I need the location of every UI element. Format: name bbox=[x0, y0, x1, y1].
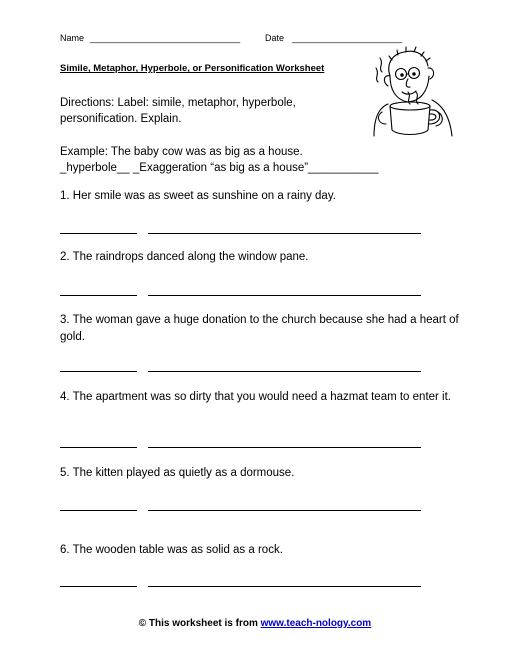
question-1-explain-blank[interactable] bbox=[148, 233, 421, 234]
question-5-text: 5. The kitten played as quietly as a dormouse. bbox=[60, 467, 295, 479]
question-3-explain-blank[interactable] bbox=[148, 371, 421, 372]
question-2-label-blank[interactable] bbox=[60, 295, 137, 296]
question-6-explain-blank[interactable] bbox=[148, 586, 421, 587]
example-line-1: Example: The baby cow was as big as a house. bbox=[60, 146, 303, 158]
name-blank[interactable]: ______________________________ bbox=[90, 33, 241, 43]
question-5-explain-blank[interactable] bbox=[148, 510, 421, 511]
question-3-text: 3. The woman gave a huge donation to the church because she had a heart of gold. bbox=[60, 314, 459, 343]
question-1-label-blank[interactable] bbox=[60, 233, 137, 234]
question-2-text: 2. The raindrops danced along the window pane. bbox=[60, 251, 309, 263]
worksheet-title: Simile, Metaphor, Hyperbole, or Personification Worksheet bbox=[60, 63, 325, 74]
question-4-explain-blank[interactable] bbox=[148, 447, 421, 448]
question-5-label-blank[interactable] bbox=[60, 510, 137, 511]
footer-link[interactable]: www.teach-nology.com bbox=[260, 618, 372, 629]
footer-credit bbox=[0, 618, 510, 629]
man-drinking-coffee-illustration bbox=[368, 46, 458, 142]
date-blank[interactable]: ______________________ bbox=[292, 33, 403, 43]
question-6-text: 6. The wooden table was as solid as a rock. bbox=[60, 544, 283, 556]
question-6-label-blank[interactable] bbox=[60, 586, 137, 587]
name-label: Name bbox=[60, 33, 85, 43]
question-3-label-blank[interactable] bbox=[60, 371, 137, 372]
directions-line-1: Directions: Label: simile, metaphor, hyperbole, bbox=[60, 97, 296, 109]
date-label: Date bbox=[265, 33, 285, 43]
example-line-2: _hyperbole__ _Exaggeration “as big as a house”___________ bbox=[60, 162, 379, 174]
question-1-text: 1. Her smile was as sweet as sunshine on a rainy day. bbox=[60, 190, 336, 202]
directions-line-2: personification. Explain. bbox=[60, 113, 182, 125]
question-4-label-blank[interactable] bbox=[60, 447, 137, 448]
question-4-text: 4. The apartment was so dirty that you would need a hazmat team to enter it. bbox=[60, 391, 451, 403]
question-2-explain-blank[interactable] bbox=[148, 295, 421, 296]
footer-prefix: © This worksheet is from bbox=[138, 618, 261, 629]
